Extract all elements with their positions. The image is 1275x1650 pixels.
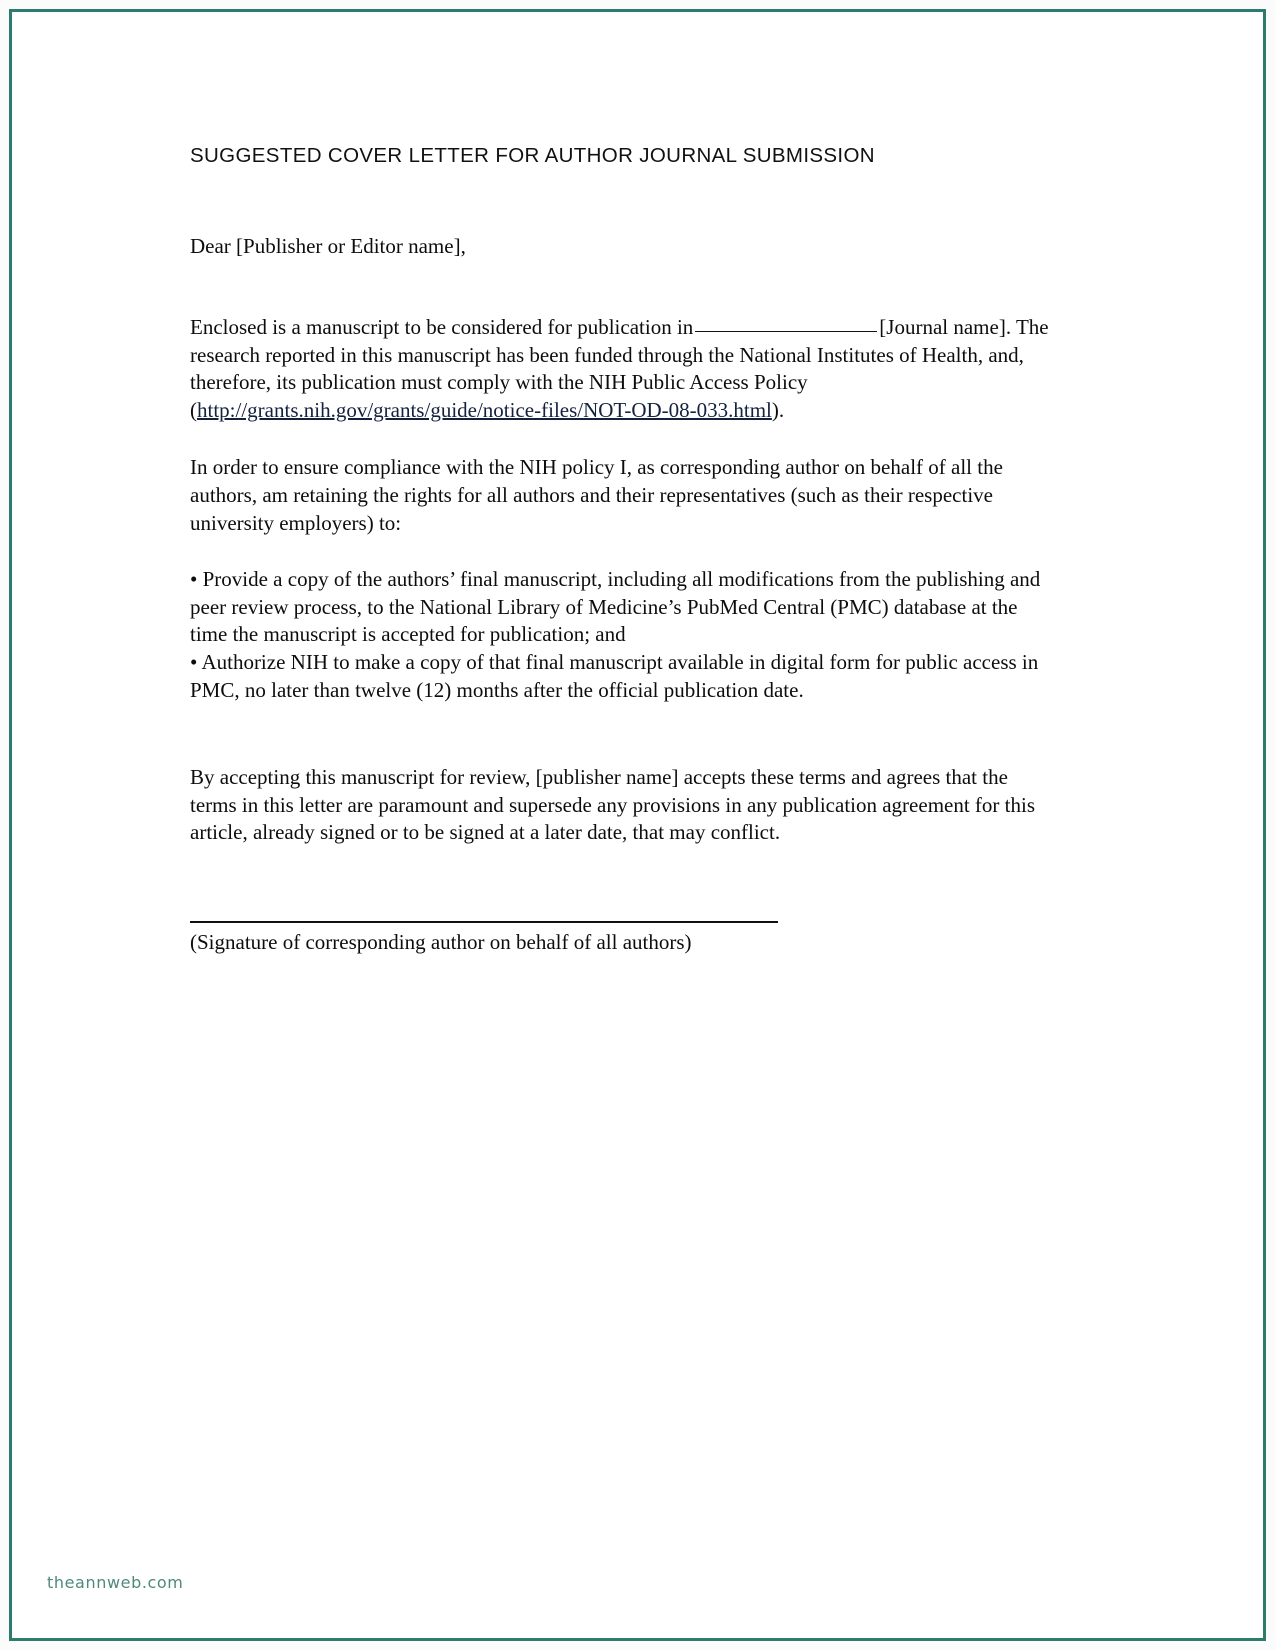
page-border-frame bbox=[9, 9, 1266, 1641]
paragraph-enclosed-manuscript bbox=[190, 259, 1052, 424]
retained-rights-list bbox=[190, 537, 1052, 704]
signature-block bbox=[190, 847, 1052, 955]
letter-body bbox=[190, 144, 1052, 955]
paragraph-1-tail: ). bbox=[771, 397, 785, 422]
paragraph-acceptance-terms: By accepting this manuscript for review, [publisher name] accepts these terms and agrees that the terms in this letter are paramount and supersede any provisions in any publication agreement for this article, already signed or to be signed at a later date, that may conflict. bbox=[190, 765, 1036, 845]
paragraph-compliance: In order to ensure compliance with the NIH policy I, as corresponding author on behalf of all the authors, am retaining the rights for all authors and their representatives (such as their respective university employers) to: bbox=[190, 455, 1003, 535]
list-item: • Authorize NIH to make a copy of that final manuscript available in digital form for public access in PMC, no later than twelve (12) months after the official publication date. bbox=[190, 649, 1039, 702]
paragraph-1-lead: Enclosed is a manuscript to be considered for publication in bbox=[190, 315, 694, 339]
site-watermark: theannweb.com bbox=[47, 1573, 184, 1592]
journal-name-blank[interactable] bbox=[695, 331, 877, 332]
page-title: SUGGESTED COVER LETTER FOR AUTHOR JOURNAL SUBMISSION bbox=[190, 144, 875, 167]
paragraph-1-body: [Journal name]. The research reported in this manuscript has been funded through the National Institutes of Health, and, therefore, its publication must comply with the NIH Public Access Policy ( bbox=[190, 315, 1049, 422]
salutation-line: Dear [Publisher or Editor name], bbox=[190, 234, 466, 258]
list-item: • Provide a copy of the authors’ final manuscript, including all modifications from the publishing and peer review process, to the National Library of Medicine’s PubMed Central (PMC) database at the time the manuscript is accepted for publication; and bbox=[190, 567, 1041, 647]
nih-policy-link[interactable]: http://grants.nih.gov/grants/guide/notice-files/NOT-OD-08-033.html bbox=[197, 397, 772, 422]
signature-caption: (Signature of corresponding author on behalf of all authors) bbox=[190, 929, 692, 954]
